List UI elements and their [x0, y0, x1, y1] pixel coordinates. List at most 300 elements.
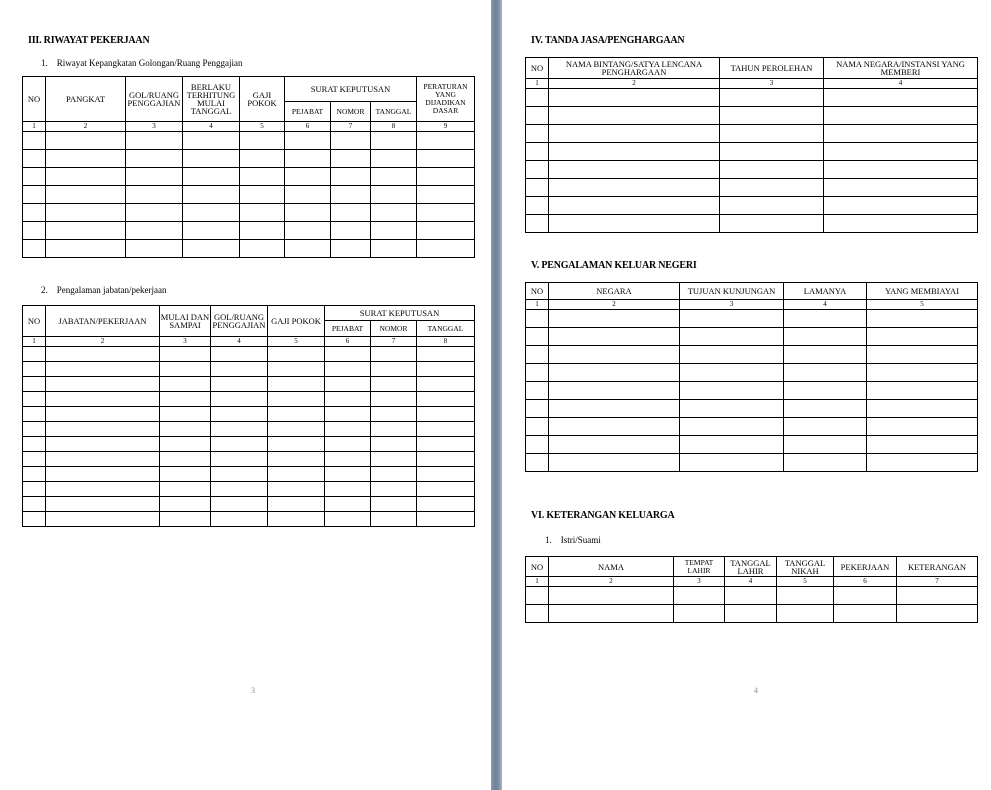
table-cell-empty[interactable] — [46, 132, 126, 150]
table-row — [23, 467, 475, 482]
table-cell-empty[interactable] — [867, 382, 978, 400]
table-cell-empty[interactable] — [240, 222, 285, 240]
header-tanggal: TANGGAL — [417, 321, 475, 337]
table-cell-empty[interactable] — [680, 328, 784, 346]
table-cell-empty[interactable] — [240, 186, 285, 204]
table-cell-empty[interactable] — [720, 179, 824, 197]
table-cell-empty[interactable] — [417, 467, 475, 482]
table-cell-empty[interactable] — [331, 186, 371, 204]
table-cell-empty[interactable] — [211, 437, 268, 452]
table-cell-empty[interactable] — [417, 497, 475, 512]
table-cell-empty[interactable] — [23, 132, 46, 150]
table-cell-empty[interactable] — [867, 400, 978, 418]
table-cell-empty[interactable] — [325, 407, 371, 422]
table-cell-empty[interactable] — [417, 204, 475, 222]
table-cell-empty[interactable] — [325, 347, 371, 362]
table-cell-empty[interactable] — [417, 168, 475, 186]
table-cell-empty[interactable] — [325, 452, 371, 467]
table-cell-empty[interactable] — [549, 400, 680, 418]
table-cell-empty[interactable] — [211, 392, 268, 407]
table-cell-empty[interactable] — [371, 467, 417, 482]
table-cell-empty[interactable] — [23, 377, 46, 392]
table-cell-empty[interactable] — [417, 132, 475, 150]
table-cell-empty[interactable] — [824, 179, 978, 197]
table-cell-empty[interactable] — [867, 346, 978, 364]
table-cell-empty[interactable] — [268, 452, 325, 467]
table-cell-empty[interactable] — [331, 222, 371, 240]
table-cell-empty[interactable] — [417, 222, 475, 240]
table-cell-empty[interactable] — [46, 482, 160, 497]
table-cell-empty[interactable] — [784, 364, 867, 382]
table-cell-empty[interactable] — [824, 215, 978, 233]
table-cell-empty[interactable] — [268, 377, 325, 392]
table-cell-empty[interactable] — [371, 407, 417, 422]
table-cell-empty[interactable] — [549, 107, 720, 125]
column-number: 2 — [46, 337, 160, 347]
table-cell-empty[interactable] — [331, 132, 371, 150]
table-cell-empty[interactable] — [46, 168, 126, 186]
table-cell-empty[interactable] — [325, 392, 371, 407]
table-cell-empty[interactable] — [784, 382, 867, 400]
table-cell-empty[interactable] — [824, 161, 978, 179]
column-number: 6 — [834, 577, 897, 587]
table-cell-empty[interactable] — [824, 89, 978, 107]
table-cell-empty[interactable] — [720, 89, 824, 107]
table-cell-empty[interactable] — [549, 454, 680, 472]
table-cell-empty[interactable] — [23, 240, 46, 258]
table-cell-empty[interactable] — [897, 587, 978, 605]
table-pengalaman-jabatan — [22, 305, 475, 527]
column-number: 4 — [784, 300, 867, 310]
table-cell-empty[interactable] — [268, 467, 325, 482]
header-gaji-pokok: GAJI POKOK — [240, 77, 285, 122]
table-cell-empty[interactable] — [784, 418, 867, 436]
page-number: 3 — [251, 686, 255, 695]
table-cell-empty[interactable] — [23, 150, 46, 168]
table-cell-empty[interactable] — [160, 407, 211, 422]
table-cell-empty[interactable] — [824, 197, 978, 215]
table-tanda-jasa — [525, 57, 978, 233]
header-berlaku: BERLAKU TERHITUNG MULAI TANGGAL — [183, 77, 240, 122]
table-cell-empty[interactable] — [549, 436, 680, 454]
table-cell-empty[interactable] — [240, 150, 285, 168]
table-cell-empty[interactable] — [417, 186, 475, 204]
table-cell-empty[interactable] — [417, 377, 475, 392]
table-cell-empty[interactable] — [674, 587, 725, 605]
table-cell-empty[interactable] — [46, 186, 126, 204]
table-cell-empty[interactable] — [680, 382, 784, 400]
table-cell-empty[interactable] — [417, 240, 475, 258]
table-cell-empty[interactable] — [46, 240, 126, 258]
table-cell-empty[interactable] — [371, 377, 417, 392]
header-yang-membiayai: YANG MEMBIAYAI — [867, 283, 978, 300]
table-cell-empty[interactable] — [526, 436, 549, 454]
header-no: NO — [23, 306, 46, 337]
table-cell-empty[interactable] — [371, 512, 417, 527]
table-row — [23, 512, 475, 527]
table-row — [526, 346, 978, 364]
page-4 — [502, 0, 991, 790]
table-cell-empty[interactable] — [160, 482, 211, 497]
table-cell-empty[interactable] — [211, 377, 268, 392]
table-cell-empty[interactable] — [784, 454, 867, 472]
table-cell-empty[interactable] — [23, 422, 46, 437]
table-cell-empty[interactable] — [23, 497, 46, 512]
table-cell-empty[interactable] — [46, 204, 126, 222]
column-number-row — [526, 79, 978, 89]
table-cell-empty[interactable] — [371, 168, 417, 186]
table-cell-empty[interactable] — [46, 467, 160, 482]
table-cell-empty[interactable] — [417, 437, 475, 452]
table-cell-empty[interactable] — [549, 328, 680, 346]
table-cell-empty[interactable] — [268, 482, 325, 497]
table-cell-empty[interactable] — [371, 150, 417, 168]
table-cell-empty[interactable] — [240, 204, 285, 222]
table-cell-empty[interactable] — [549, 418, 680, 436]
table-cell-empty[interactable] — [371, 132, 417, 150]
table-cell-empty[interactable] — [680, 454, 784, 472]
table-cell-empty[interactable] — [784, 328, 867, 346]
section-title-riwayat-pekerjaan: III. RIWAYAT PEKERJAAN — [28, 35, 150, 46]
table-cell-empty[interactable] — [371, 482, 417, 497]
table-cell-empty[interactable] — [325, 437, 371, 452]
page-gutter — [491, 0, 502, 790]
table-cell-empty[interactable] — [160, 362, 211, 377]
table-cell-empty[interactable] — [126, 168, 183, 186]
table-cell-empty[interactable] — [211, 467, 268, 482]
table-cell-empty[interactable] — [526, 161, 549, 179]
table-cell-empty[interactable] — [526, 346, 549, 364]
table-cell-empty[interactable] — [211, 512, 268, 527]
table-cell-empty[interactable] — [46, 392, 160, 407]
table-cell-empty[interactable] — [526, 310, 549, 328]
table-cell-empty[interactable] — [325, 467, 371, 482]
table-cell-empty[interactable] — [417, 407, 475, 422]
table-cell-empty[interactable] — [371, 186, 417, 204]
table-cell-empty[interactable] — [834, 587, 897, 605]
table-cell-empty[interactable] — [23, 186, 46, 204]
header-nama-bintang: NAMA BINTANG/SATYA LENCANA PENGHARGAAN — [549, 58, 720, 79]
table-cell-empty[interactable] — [720, 197, 824, 215]
table-cell-empty[interactable] — [183, 240, 240, 258]
table-cell-empty[interactable] — [126, 186, 183, 204]
header-nama-negara-instansi: NAMA NEGARA/INSTANSI YANG MEMBERI — [824, 58, 978, 79]
table-cell-empty[interactable] — [23, 168, 46, 186]
table-cell-empty[interactable] — [526, 418, 549, 436]
table-cell-empty[interactable] — [183, 168, 240, 186]
table-cell-empty[interactable] — [549, 161, 720, 179]
table-cell-empty[interactable] — [211, 362, 268, 377]
table-cell-empty[interactable] — [526, 454, 549, 472]
table-cell-empty[interactable] — [160, 512, 211, 527]
table-cell-empty[interactable] — [371, 452, 417, 467]
table-row — [526, 454, 978, 472]
header-pangkat: PANGKAT — [46, 77, 126, 122]
table-cell-empty[interactable] — [526, 400, 549, 418]
table-cell-empty[interactable] — [46, 222, 126, 240]
table-cell-empty[interactable] — [526, 107, 549, 125]
table-cell-empty[interactable] — [23, 512, 46, 527]
table-cell-empty[interactable] — [46, 407, 160, 422]
table-cell-empty[interactable] — [160, 467, 211, 482]
table-cell-empty[interactable] — [285, 204, 331, 222]
table-cell-empty[interactable] — [720, 215, 824, 233]
table-cell-empty[interactable] — [160, 347, 211, 362]
table-cell-empty[interactable] — [526, 197, 549, 215]
table-cell-empty[interactable] — [268, 392, 325, 407]
table-cell-empty[interactable] — [720, 161, 824, 179]
table-cell-empty[interactable] — [183, 204, 240, 222]
column-number: 4 — [183, 122, 240, 132]
table-cell-empty[interactable] — [285, 150, 331, 168]
table-cell-empty[interactable] — [268, 497, 325, 512]
header-gaji-pokok: GAJI POKOK — [268, 306, 325, 337]
column-number: 1 — [526, 300, 549, 310]
table-cell-empty[interactable] — [417, 150, 475, 168]
table-cell-empty[interactable] — [23, 437, 46, 452]
table-cell-empty[interactable] — [526, 382, 549, 400]
column-number: 2 — [549, 79, 720, 89]
table-cell-empty[interactable] — [725, 587, 777, 605]
table-cell-empty[interactable] — [720, 125, 824, 143]
table-cell-empty[interactable] — [824, 143, 978, 161]
table-cell-empty[interactable] — [325, 497, 371, 512]
table-cell-empty[interactable] — [526, 605, 549, 623]
table-cell-empty[interactable] — [674, 605, 725, 623]
table-cell-empty[interactable] — [549, 197, 720, 215]
header-tujuan-kunjungan: TUJUAN KUNJUNGAN — [680, 283, 784, 300]
table-cell-empty[interactable] — [526, 587, 549, 605]
table-cell-empty[interactable] — [867, 310, 978, 328]
table-cell-empty[interactable] — [285, 132, 331, 150]
table-cell-empty[interactable] — [268, 347, 325, 362]
table-cell-empty[interactable] — [371, 347, 417, 362]
table-cell-empty[interactable] — [549, 143, 720, 161]
table-cell-empty[interactable] — [285, 222, 331, 240]
table-cell-empty[interactable] — [23, 347, 46, 362]
table-cell-empty[interactable] — [867, 436, 978, 454]
table-pengalaman-luar-negeri — [525, 282, 978, 472]
table-cell-empty[interactable] — [417, 422, 475, 437]
table-cell-empty[interactable] — [211, 497, 268, 512]
table-riwayat-kepangkatan — [22, 76, 475, 258]
table-cell-empty[interactable] — [325, 482, 371, 497]
table-row — [526, 310, 978, 328]
table-cell-empty[interactable] — [268, 437, 325, 452]
table-row — [23, 150, 475, 168]
table-cell-empty[interactable] — [331, 168, 371, 186]
table-cell-empty[interactable] — [549, 310, 680, 328]
table-cell-empty[interactable] — [526, 89, 549, 107]
table-cell-empty[interactable] — [417, 392, 475, 407]
table-cell-empty[interactable] — [160, 377, 211, 392]
table-cell-empty[interactable] — [549, 215, 720, 233]
table-cell-empty[interactable] — [183, 132, 240, 150]
table-cell-empty[interactable] — [268, 422, 325, 437]
table-cell-empty[interactable] — [211, 482, 268, 497]
table-cell-empty[interactable] — [680, 310, 784, 328]
table-cell-empty[interactable] — [371, 497, 417, 512]
table-cell-empty[interactable] — [549, 125, 720, 143]
table-cell-empty[interactable] — [371, 222, 417, 240]
table-cell-empty[interactable] — [126, 240, 183, 258]
table-cell-empty[interactable] — [417, 512, 475, 527]
table-cell-empty[interactable] — [211, 422, 268, 437]
table-cell-empty[interactable] — [549, 179, 720, 197]
table-cell-empty[interactable] — [23, 362, 46, 377]
table-cell-empty[interactable] — [371, 437, 417, 452]
table-cell-empty[interactable] — [160, 452, 211, 467]
header-gol-ruang: GOL/RUANG PENGGAJIAN — [126, 77, 183, 122]
table-cell-empty[interactable] — [824, 107, 978, 125]
table-cell-empty[interactable] — [160, 497, 211, 512]
table-cell-empty[interactable] — [680, 346, 784, 364]
table-cell-empty[interactable] — [371, 204, 417, 222]
table-cell-empty[interactable] — [417, 482, 475, 497]
table-cell-empty[interactable] — [46, 437, 160, 452]
column-number: 3 — [160, 337, 211, 347]
table-cell-empty[interactable] — [784, 400, 867, 418]
table-cell-empty[interactable] — [549, 364, 680, 382]
table-cell-empty[interactable] — [268, 512, 325, 527]
table-cell-empty[interactable] — [331, 240, 371, 258]
table-cell-empty[interactable] — [46, 422, 160, 437]
table-cell-empty[interactable] — [777, 587, 834, 605]
section-title-keterangan-keluarga: VI. KETERANGAN KELUARGA — [531, 510, 675, 521]
table-cell-empty[interactable] — [268, 362, 325, 377]
table-cell-empty[interactable] — [23, 452, 46, 467]
section-title-tanda-jasa: IV. TANDA JASA/PENGHARGAAN — [531, 35, 685, 46]
table-cell-empty[interactable] — [725, 605, 777, 623]
table-cell-empty[interactable] — [126, 132, 183, 150]
table-cell-empty[interactable] — [331, 150, 371, 168]
table-cell-empty[interactable] — [777, 605, 834, 623]
table-cell-empty[interactable] — [46, 512, 160, 527]
table-cell-empty[interactable] — [46, 497, 160, 512]
table-cell-empty[interactable] — [46, 347, 160, 362]
table-cell-empty[interactable] — [46, 362, 160, 377]
table-row — [23, 362, 475, 377]
table-cell-empty[interactable] — [417, 452, 475, 467]
table-cell-empty[interactable] — [240, 240, 285, 258]
table-cell-empty[interactable] — [285, 186, 331, 204]
table-cell-empty[interactable] — [784, 436, 867, 454]
table-cell-empty[interactable] — [126, 222, 183, 240]
table-cell-empty[interactable] — [211, 347, 268, 362]
table-cell-empty[interactable] — [126, 204, 183, 222]
column-number: 4 — [725, 577, 777, 587]
table-cell-empty[interactable] — [325, 377, 371, 392]
table-row — [23, 168, 475, 186]
table-cell-empty[interactable] — [549, 346, 680, 364]
table-cell-empty[interactable] — [240, 168, 285, 186]
column-number: 9 — [417, 122, 475, 132]
table-cell-empty[interactable] — [526, 143, 549, 161]
table-cell-empty[interactable] — [211, 452, 268, 467]
table-cell-empty[interactable] — [680, 364, 784, 382]
table-cell-empty[interactable] — [325, 422, 371, 437]
table-cell-empty[interactable] — [526, 179, 549, 197]
table-cell-empty[interactable] — [867, 328, 978, 346]
table-cell-empty[interactable] — [834, 605, 897, 623]
table-cell-empty[interactable] — [285, 240, 331, 258]
table-cell-empty[interactable] — [285, 168, 331, 186]
column-number: 3 — [720, 79, 824, 89]
table-cell-empty[interactable] — [46, 452, 160, 467]
table-cell-empty[interactable] — [371, 362, 417, 377]
table-cell-empty[interactable] — [526, 125, 549, 143]
table-cell-empty[interactable] — [126, 150, 183, 168]
table-cell-empty[interactable] — [183, 186, 240, 204]
column-number: 7 — [897, 577, 978, 587]
table-cell-empty[interactable] — [897, 605, 978, 623]
table-cell-empty[interactable] — [526, 364, 549, 382]
table-cell-empty[interactable] — [23, 222, 46, 240]
table-cell-empty[interactable] — [331, 204, 371, 222]
table-cell-empty[interactable] — [720, 107, 824, 125]
table-cell-empty[interactable] — [23, 407, 46, 422]
column-number: 1 — [526, 577, 549, 587]
table-cell-empty[interactable] — [23, 392, 46, 407]
table-cell-empty[interactable] — [211, 407, 268, 422]
table-cell-empty[interactable] — [867, 364, 978, 382]
table-cell-empty[interactable] — [160, 437, 211, 452]
table-cell-empty[interactable] — [23, 467, 46, 482]
table-cell-empty[interactable] — [549, 587, 674, 605]
table-cell-empty[interactable] — [23, 204, 46, 222]
subsection-title-istri-suami: 1. Istri/Suami — [545, 535, 601, 545]
table-cell-empty[interactable] — [46, 377, 160, 392]
table-cell-empty[interactable] — [824, 125, 978, 143]
table-cell-empty[interactable] — [371, 422, 417, 437]
table-cell-empty[interactable] — [526, 215, 549, 233]
table-row — [526, 605, 978, 623]
table-cell-empty[interactable] — [325, 512, 371, 527]
table-cell-empty[interactable] — [680, 418, 784, 436]
table-cell-empty[interactable] — [549, 382, 680, 400]
table-cell-empty[interactable] — [325, 362, 371, 377]
table-cell-empty[interactable] — [371, 240, 417, 258]
table-cell-empty[interactable] — [160, 422, 211, 437]
table-cell-empty[interactable] — [549, 89, 720, 107]
header-tahun-perolehan: TAHUN PEROLEHAN — [720, 58, 824, 79]
table-cell-empty[interactable] — [240, 132, 285, 150]
table-cell-empty[interactable] — [183, 222, 240, 240]
column-number: 6 — [285, 122, 331, 132]
section-title-pengalaman-luar-negeri: V. PENGALAMAN KELUAR NEGERI — [531, 260, 697, 271]
table-cell-empty[interactable] — [46, 150, 126, 168]
table-cell-empty[interactable] — [417, 362, 475, 377]
table-cell-empty[interactable] — [784, 346, 867, 364]
table-cell-empty[interactable] — [680, 400, 784, 418]
table-cell-empty[interactable] — [784, 310, 867, 328]
table-cell-empty[interactable] — [371, 392, 417, 407]
table-cell-empty[interactable] — [160, 392, 211, 407]
table-row — [526, 107, 978, 125]
table-cell-empty[interactable] — [268, 407, 325, 422]
table-cell-empty[interactable] — [417, 347, 475, 362]
table-cell-empty[interactable] — [680, 436, 784, 454]
table-cell-empty[interactable] — [526, 328, 549, 346]
table-cell-empty[interactable] — [183, 150, 240, 168]
table-cell-empty[interactable] — [23, 482, 46, 497]
table-cell-empty[interactable] — [549, 605, 674, 623]
table-cell-empty[interactable] — [867, 454, 978, 472]
table-cell-empty[interactable] — [720, 143, 824, 161]
header-surat-keputusan: SURAT KEPUTUSAN — [325, 306, 475, 321]
column-number: 5 — [777, 577, 834, 587]
table-cell-empty[interactable] — [867, 418, 978, 436]
